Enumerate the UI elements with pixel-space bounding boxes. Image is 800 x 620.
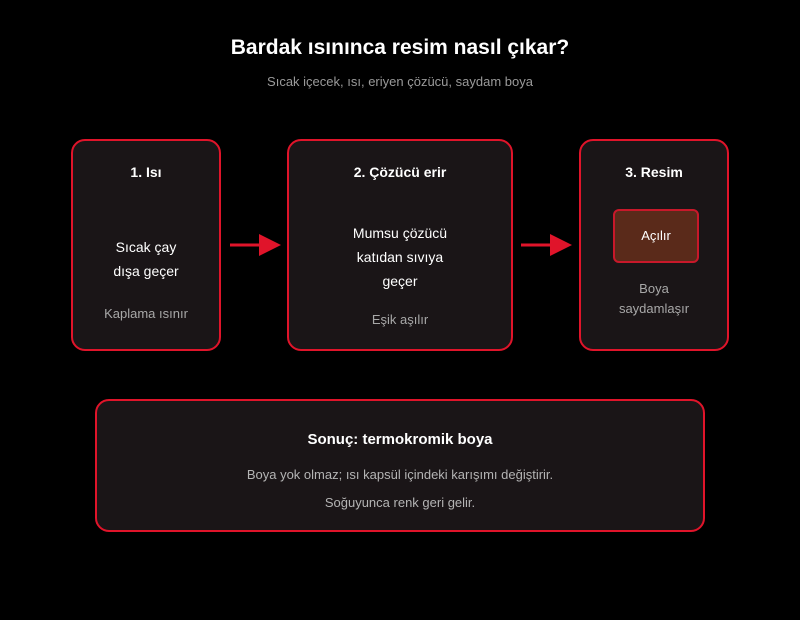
step-2-title: 2. Çözücü erir xyxy=(353,164,447,180)
step-2-box xyxy=(287,139,513,351)
result-line: Boya yok olmaz; ısı kapsül içindeki karışımı değiştirir. xyxy=(246,467,554,482)
diagram-title: Bardak ısınınca resim nasıl çıkar? xyxy=(230,36,570,59)
step-3-title: 3. Resim xyxy=(625,164,683,180)
step-1-note-line: Kaplama ısınır xyxy=(104,306,188,321)
step-2-note xyxy=(289,310,511,330)
step-2-body xyxy=(289,221,511,293)
step-1-body xyxy=(73,235,219,283)
diagram-subtitle: Sıcak içecek, ısı, eriyen çözücü, saydam boya xyxy=(267,74,533,89)
step-3-note-line: saydamlaşır xyxy=(618,301,690,316)
arrow-right-icon xyxy=(229,232,283,258)
step-3-box xyxy=(579,139,729,351)
step-2-note-line: Eşik aşılır xyxy=(371,312,429,327)
step-1-body-line: Sıcak çay xyxy=(115,239,177,255)
step-2-body-line: Mumsu çözücü xyxy=(352,225,448,241)
step-1-note xyxy=(73,304,219,324)
step-2-body-line: katıdan sıvıya xyxy=(356,249,444,265)
step-3-chip xyxy=(613,209,699,263)
step-2-body-line: geçer xyxy=(382,273,418,289)
arrow-right-icon xyxy=(520,232,574,258)
result-line: Soğuyunca renk geri gelir. xyxy=(324,495,476,510)
result-title: Sonuç: termokromik boya xyxy=(307,431,493,448)
step-3-note-line: Boya xyxy=(639,281,669,296)
step-1-body-line: dışa geçer xyxy=(113,263,179,279)
step-1-title: 1. Isı xyxy=(130,164,162,180)
step-3-chip-label: Açılır xyxy=(641,228,671,243)
result-box xyxy=(95,399,705,532)
step-3-note xyxy=(581,279,727,319)
step-1-box xyxy=(71,139,221,351)
